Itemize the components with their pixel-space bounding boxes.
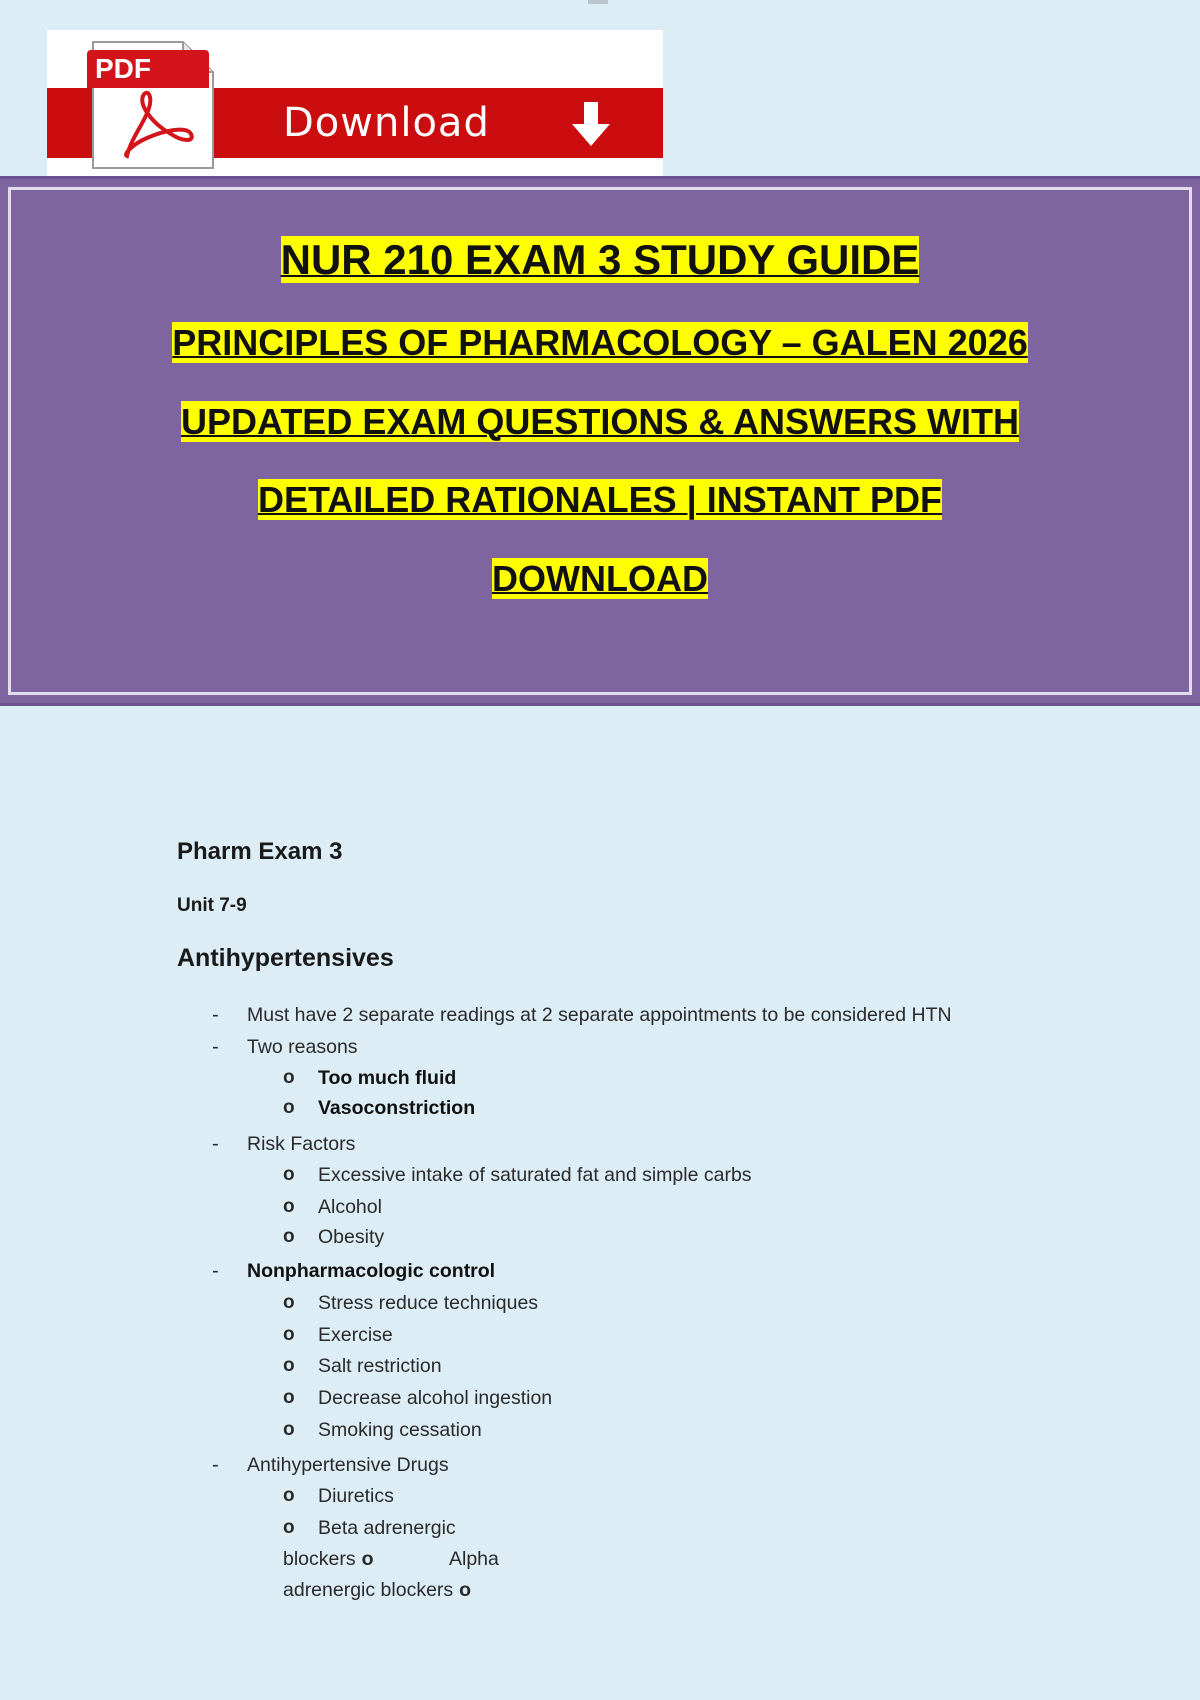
section-heading: Antihypertensives [177,944,394,972]
circle-bullet: o [283,1292,295,1313]
dash-bullet: - [212,1260,219,1282]
list-item: Exercise [318,1324,393,1346]
list-item [283,1579,471,1602]
dash-bullet: - [212,1036,219,1058]
dash-bullet: - [212,1454,219,1476]
circle-bullet: o [283,1324,295,1345]
title-line-3: UPDATED EXAM QUESTIONS & ANSWERS WITH [180,401,1020,442]
circle-bullet: o [459,1579,472,1601]
pdf-file-icon [87,38,215,172]
list-item: Salt restriction [318,1355,442,1377]
circle-bullet: o [283,1097,295,1118]
circle-bullet: o [283,1485,295,1506]
title-frame [8,187,1192,695]
title-line-5: DOWNLOAD [492,558,708,599]
title-line-4: DETAILED RATIONALES | INSTANT PDF [257,479,943,520]
list-item: Vasoconstriction [318,1097,476,1119]
circle-bullet: o [283,1355,295,1376]
circle-bullet: o [361,1548,374,1570]
title-line-1: NUR 210 EXAM 3 STUDY GUIDE [280,236,920,283]
circle-bullet: o [283,1196,295,1217]
list-item: Two reasons [247,1036,358,1058]
doc-unit: Unit 7-9 [177,895,247,916]
list-item: Alcohol [318,1196,382,1218]
title-banner [0,176,1200,706]
doc-heading: Pharm Exam 3 [177,838,343,865]
list-item: Diuretics [318,1485,394,1507]
circle-bullet: o [283,1387,295,1408]
list-item: Too much fluid [318,1067,457,1089]
dash-bullet: - [212,1004,219,1026]
circle-bullet: o [283,1164,295,1185]
pdf-download-banner[interactable] [47,30,663,176]
pdf-label: PDF [87,50,209,88]
list-item: Beta adrenergic [318,1517,456,1539]
list-item: Excessive intake of saturated fat and simple carbs [318,1164,752,1186]
download-arrow-icon [567,100,615,150]
list-item-text: adrenergic blockers [283,1579,454,1601]
circle-bullet: o [283,1517,295,1538]
circle-bullet: o [283,1419,295,1440]
dash-bullet: - [212,1133,219,1155]
circle-bullet: o [283,1226,295,1247]
list-item: Risk Factors [247,1133,356,1155]
list-item: Nonpharmacologic control [247,1260,496,1282]
list-item: Stress reduce techniques [318,1292,539,1314]
list-item-text: blockers [283,1548,356,1570]
circle-bullet: o [283,1067,295,1088]
list-item: Decrease alcohol ingestion [318,1387,553,1409]
list-item: Obesity [318,1226,385,1248]
list-item [283,1548,374,1571]
download-label[interactable]: Download [283,100,490,146]
list-item: Antihypertensive Drugs [247,1454,449,1476]
list-item: Smoking cessation [318,1419,482,1441]
list-item: Alpha [449,1548,499,1570]
list-item: Must have 2 separate readings at 2 separate appointments to be considered HTN [247,1004,952,1026]
top-edge-mark [588,0,608,4]
title-line-2: PRINCIPLES OF PHARMACOLOGY – GALEN 2026 [172,322,1028,363]
